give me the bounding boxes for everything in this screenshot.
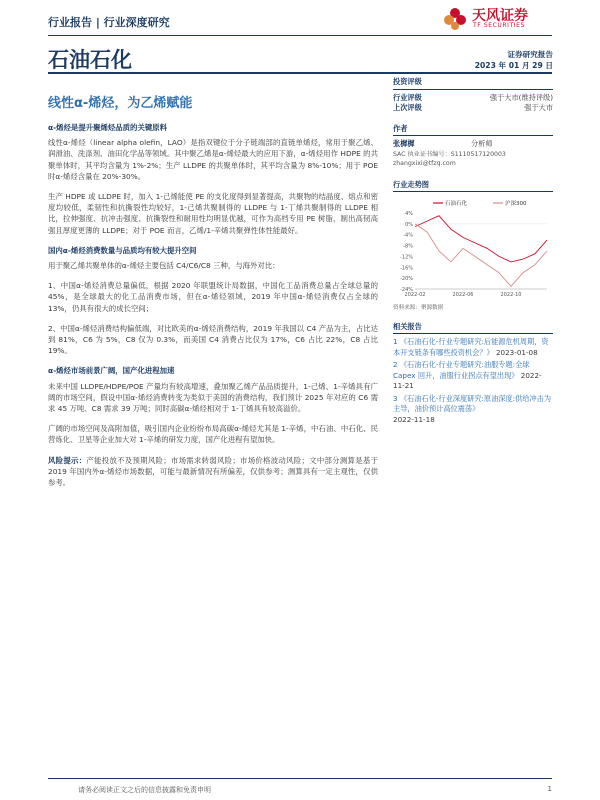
section-2 <box>48 245 378 357</box>
rating-value: 强于大市 <box>524 103 553 112</box>
report-body <box>48 122 378 497</box>
y-tick-label: 0% <box>405 221 413 228</box>
risk-text: 产能投放不及预期风险；市场需求转弱风险；市场价格波动风险；文中部分测算是基于 2019 年国内外α-烯烃市场数据，可能与最新情况有所偏差，仅供参考；测算具有一定主观性，仅供参考。 <box>48 455 378 488</box>
paragraph: 用于聚乙烯共聚单体的α-烯烃主要包括 C4/C6/C8 三种，与海外对比： <box>48 261 280 271</box>
report-date: 2023 年 01 月 29 日 <box>474 60 553 70</box>
series-line-1 <box>415 224 547 286</box>
paragraph: 2、中国α-烯烃消费结构偏低端，对比欧美的α-烯烃消费结构，2019 年我国以 C4 产品为主，占比达到 81%，C6 为 5%，C8 仅为 0.3%，而美国 C4 消费占比仅为 17%，C6 占比 22%，C8 占比 19%。 <box>48 323 378 356</box>
y-tick-label: -20% <box>400 276 413 283</box>
risk-warning <box>48 455 378 489</box>
rating-row <box>393 103 553 114</box>
author-role: 分析师 <box>471 139 493 148</box>
y-tick-label: -12% <box>400 254 413 261</box>
disclaimer-text: 请务必阅读正文之后的信息披露和免责申明 <box>78 786 211 794</box>
y-tick-label: -24% <box>400 287 413 293</box>
x-tick-label: 2022-10 <box>500 292 522 298</box>
author-name: 张樨樨 <box>393 139 415 148</box>
logo-en-text: TF SECURITIES <box>473 22 525 29</box>
section-1 <box>48 122 378 236</box>
section-heading: α-烯烃是提升聚烯烃品质的关键原料 <box>48 123 168 132</box>
y-tick-label: -16% <box>400 265 413 272</box>
related-report-title[interactable]: 3 《石油石化-行业深度研究:原油深度:供给冲击为主导，油价预计高位震荡》 <box>393 393 552 413</box>
tf-securities-logo <box>442 4 552 34</box>
author-license: SAC 执业证书编号：S1110517120003 <box>393 150 506 158</box>
rating-key: 行业评级 <box>393 92 422 102</box>
report-category: 行业报告 | 行业深度研究 <box>48 16 170 29</box>
related-report-date: 2023-01-08 <box>495 347 538 357</box>
page-footer <box>48 778 552 796</box>
related-report-date: 2022-11-21 <box>393 370 542 390</box>
rating-heading: 投资评级 <box>393 77 553 90</box>
industry-trend-chart <box>393 195 553 301</box>
flower-logo-icon <box>442 6 468 32</box>
section-heading: 国内α-烯烃消费数量与品质均有较大提升空间 <box>48 245 197 255</box>
report-type: 证券研究报告 <box>507 50 553 59</box>
x-tick-label: 2022-06 <box>452 292 474 298</box>
trend-chart-svg <box>393 195 553 301</box>
y-tick-label: -8% <box>403 243 413 250</box>
related-report-item[interactable] <box>393 394 553 426</box>
risk-label: 风险提示： <box>48 455 87 465</box>
legend-label: 石油石化 <box>445 201 468 207</box>
trend-heading: 行业走势图 <box>393 180 553 193</box>
rating-key: 上次评级 <box>393 103 422 112</box>
related-report-item[interactable] <box>393 360 553 392</box>
legend-label: 沪深300 <box>505 201 527 207</box>
series-line-0 <box>415 216 547 262</box>
sidebar <box>393 50 553 427</box>
paragraph: 线性α-烯烃（linear alpha olefin，LAO）是指双键位于分子链端部的直链单烯烃，常用于聚乙烯、润滑油、洗涤剂、油田化学品等领域。其中聚乙烯是α-烯烃最大的应用下游，α-烯烃用作 HDPE 的共聚单体时，其平均含量为 1%-2%；生产 LLDPE 的共聚单体时，其平均含量为 8%-10%；用于 POE 时α-烯烃含量在 20%-30%。 <box>48 138 378 181</box>
y-tick-label: 4% <box>405 211 413 217</box>
author-email[interactable]: zhangxixi@tfzq.com <box>393 159 456 167</box>
section-3 <box>48 365 378 445</box>
related-report-item[interactable] <box>393 337 553 358</box>
paragraph: 广阔的市场空间及高附加值，吸引国内企业纷纷布局高碳α-烯烃尤其是 1-辛烯，中石油、中石化、民营炼化、卫星等企业加大对 1-辛烯的研发力度，国产化进程有望加快。 <box>48 424 378 445</box>
section-heading: α-烯烃市场前景广阔，国产化进程加速 <box>48 366 175 376</box>
related-report-title[interactable]: 1 《石油石化-行业专题研究:后能源危机周期，资本开支链条有哪些投资机会？》 <box>393 337 549 357</box>
report-subtitle: 线性α-烯烃，为乙烯赋能 <box>48 96 193 111</box>
related-report-date: 2022-11-18 <box>393 414 435 424</box>
author-heading: 作者 <box>393 124 553 137</box>
paragraph: 1、中国α-烯烃消费总量偏低，根据 2020 年联盟统计局数据，中国化工品消费总量占全球总量的 45%，是全球最大的化工品消费市场，但在α-烯烃领域，2019 年中国α-烯烃消费仅占全球的 13%，仍具有很大的成长空间； <box>48 281 378 313</box>
rating-value: 强于大市(维持评级) <box>489 92 553 102</box>
paragraph: 生产 HDPE 或 LLDPE 时，加入 1-己烯能使 PE 的支化度得到显著提高，共聚物的结晶度、熔点和密度均较低，柔韧性和抗撕裂性均较好，1-己烯共聚制得的 LLDPE 与 1-丁烯共聚制得的 LLDPE 相比，拉伸强度、抗冲击强度、抗撕裂性和耐用性均明显优越，可作为高档专用 PE 树脂，制出高韧高强且厚度更薄的 LLDPE；对于 POE 而言，乙烯/1-辛烯共聚弹性体性能最好。 <box>48 192 378 235</box>
y-tick-label: -4% <box>403 232 413 239</box>
x-tick-label: 2022-02 <box>404 292 426 298</box>
page-number: 1 <box>547 785 552 793</box>
paragraph: 未来中国 LLDPE/HDPE/POE 产量均有较高增速，叠加聚乙烯产品品质提升，1-己烯、1-辛烯具有广阔的市场空间，假设中国α-烯烃消费转变为类似于美国的消费结构，我们预计 2025 年对应的 C6 需求 45 万吨、C8 需求 39 万吨；同时高碳α-烯烃相对于 1-丁烯具有较高溢价。 <box>48 381 378 414</box>
rating-row <box>393 93 553 104</box>
related-heading: 相关报告 <box>393 322 553 335</box>
chart-source: 资料来源：聚源数据 <box>393 305 444 311</box>
author-block <box>393 139 553 168</box>
logo-cn-text: 天风证券 <box>472 8 528 24</box>
related-report-title[interactable]: 2 《石油石化-行业专题研究:油服专题:全球 Capex 回升，油服行业拐点有望出现》 <box>393 360 530 380</box>
page-header <box>48 10 552 36</box>
page-title: 石油石化 <box>48 48 132 72</box>
